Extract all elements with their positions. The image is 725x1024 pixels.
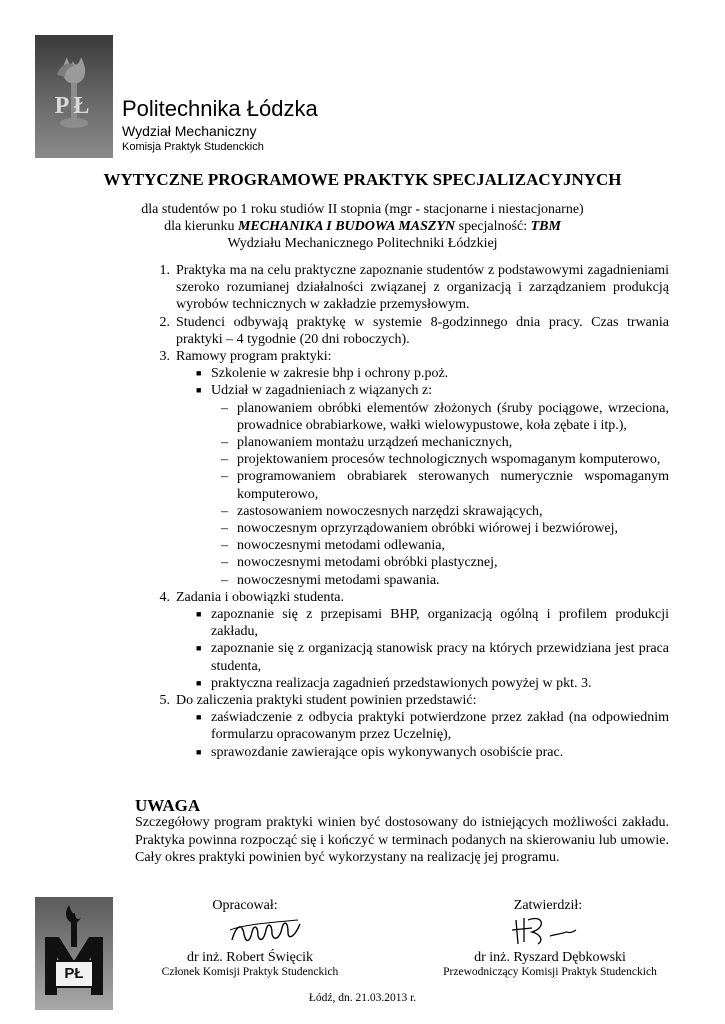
signer-left-role: Członek Komisji Praktyk Studenckich — [161, 966, 339, 978]
signature-right-details — [435, 950, 665, 978]
approved-by-label: Zatwierdził: — [513, 898, 583, 913]
dash-bullet-icon: – — [221, 435, 228, 451]
specialization: TBM — [530, 219, 561, 234]
square-bullet-icon: ■ — [196, 746, 202, 757]
list-item: 4. Zadania i obowiązki studenta. — [159, 589, 344, 605]
dash-item: – planowaniem montażu urządzeń mechanicznych, — [221, 435, 513, 451]
subtitle-line-2 — [0, 218, 725, 235]
bullet-item: ■ praktyczna realizacja zagadnień przedstawionych powyżej w pkt. 3. — [196, 675, 592, 691]
logo-lettering: PŁ — [54, 93, 94, 119]
square-bullet-icon: ■ — [196, 712, 202, 723]
signature-left-scribble — [226, 912, 306, 952]
footer-logo-lettering: PŁ — [64, 965, 84, 982]
dash-bullet-icon: – — [221, 572, 228, 588]
bullet-item: ■ zaświadczenie z odbycia praktyki potwierdzone przez zakład (na odpowiednim formularzu opracowanym przez Uczelnię), — [196, 710, 669, 743]
document-title: WYTYCZNE PROGRAMOWE PRAKTYK SPECJALIZACYJNYCH — [103, 170, 622, 189]
square-bullet-icon: ■ — [196, 643, 202, 654]
guidelines-list — [135, 262, 669, 761]
commission-name: Komisja Praktyk Studenckich — [122, 141, 264, 153]
signer-left-name: dr inż. Robert Święcik — [187, 950, 313, 965]
header-titles — [122, 96, 318, 154]
dash-bullet-icon: – — [221, 503, 228, 519]
bullet-item: ■ zapoznanie się z przepisami BHP, organizacją ogólną i profilem produkcji zakładu, — [196, 607, 669, 640]
dash-item: – nowoczesnymi metodami obróbki plastycznej, — [221, 555, 498, 571]
bullet-item: ■ sprawozdanie zawierające opis wykonywanych osobiście prac. — [196, 744, 564, 760]
subtitle-line-1: dla studentów po 1 roku studiów II stopnia (mgr - stacjonarne i niestacjonarne) — [141, 202, 584, 217]
bullet-item: ■ Szkolenie w zakresie bhp i ochrony p.poż. — [196, 366, 449, 382]
document-date: Łódź, dn. 21.03.2013 r. — [308, 992, 417, 1004]
subtitle-line-3: Wydziału Mechanicznego Politechniki Łódzkiej — [227, 236, 498, 251]
bullet-item: ■ zapoznanie się z organizacją stanowisk pracy na których przewidziana jest praca studenta, — [196, 641, 669, 674]
dash-item: – nowoczesnymi metodami odlewania, — [221, 538, 445, 554]
list-item: 5. Do zaliczenia praktyki student powinien przedstawić: — [159, 693, 477, 709]
dash-item: – nowoczesnymi metodami spawania. — [221, 572, 440, 588]
subtitle-prefix: dla kierunku — [164, 219, 238, 234]
note-text: Szczegółowy program praktyki winien być dostosowany do istniejących możliwości zakładu. Praktyka powinna rozpocząć się i kończyć w terminach podanych na skierowaniu lub umowie. Cały okres praktyki powinien być wykorzystany na realizację jej programu. — [135, 815, 669, 865]
faculty-name: Wydział Mechaniczny — [122, 123, 257, 139]
university-name: Politechnika Łódzka — [122, 96, 318, 121]
field-of-study: MECHANIKA I BUDOWA MASZYN — [237, 219, 456, 234]
dash-bullet-icon: – — [221, 469, 228, 485]
dash-item: – zastosowaniem nowoczesnych narzędzi skrawających, — [221, 503, 543, 519]
square-bullet-icon: ■ — [196, 677, 202, 688]
dash-bullet-icon: – — [221, 538, 228, 554]
signer-right-name: dr inż. Ryszard Dębkowski — [474, 950, 626, 965]
square-bullet-icon: ■ — [196, 609, 202, 620]
dash-item: – programowaniem obrabiarek sterowanych numerycznie wspomaganym komputerowo, — [221, 469, 669, 502]
square-bullet-icon: ■ — [196, 385, 202, 396]
dash-item: – nowoczesnym oprzyrządowaniem obróbki wiórowej i bezwiórowej, — [221, 521, 618, 537]
signer-right-role: Przewodniczący Komisji Praktyk Studenckich — [443, 966, 657, 978]
dash-bullet-icon: – — [221, 521, 228, 537]
list-item: 1. Praktyka ma na celu praktyczne zapoznanie studentów z podstawowymi zagadnieniami szeroko rozumianej działalności związanej z organizacją i zarządzaniem produkcją wyrobów technicznych w zakładzie przemysłowym. — [159, 263, 669, 313]
dash-bullet-icon: – — [221, 452, 228, 468]
signature-right-scribble — [510, 910, 580, 950]
note-heading: UWAGA — [135, 796, 201, 815]
dash-item: – projektowaniem procesów technologicznych wspomaganym komputerowo, — [221, 452, 661, 468]
dash-bullet-icon: – — [221, 555, 228, 571]
subtitle-spec-label: specjalność: — [455, 219, 531, 234]
university-logo-band — [35, 35, 113, 158]
prepared-by-label: Opracował: — [212, 898, 278, 913]
list-item: 3. Ramowy program praktyki: — [159, 349, 332, 365]
dash-item: – planowaniem obróbki elementów złożonych (śruby pociągowe, wrzeciona, prowadnice obrabiarkowe, wałki wielowypustowe, koła zębate i itp.), — [221, 400, 669, 433]
signature-left-details — [150, 950, 350, 978]
list-item: 2. Studenci odbywają praktykę w systemie 8-godzinnego dnia pracy. Czas trwania praktyki – 4 tygodnie (20 dni roboczych). — [159, 314, 669, 347]
bullet-item: ■ Udział w zagadnieniach z wiązanych z: — [196, 383, 433, 399]
dash-bullet-icon: – — [221, 400, 228, 416]
square-bullet-icon: ■ — [196, 368, 202, 379]
